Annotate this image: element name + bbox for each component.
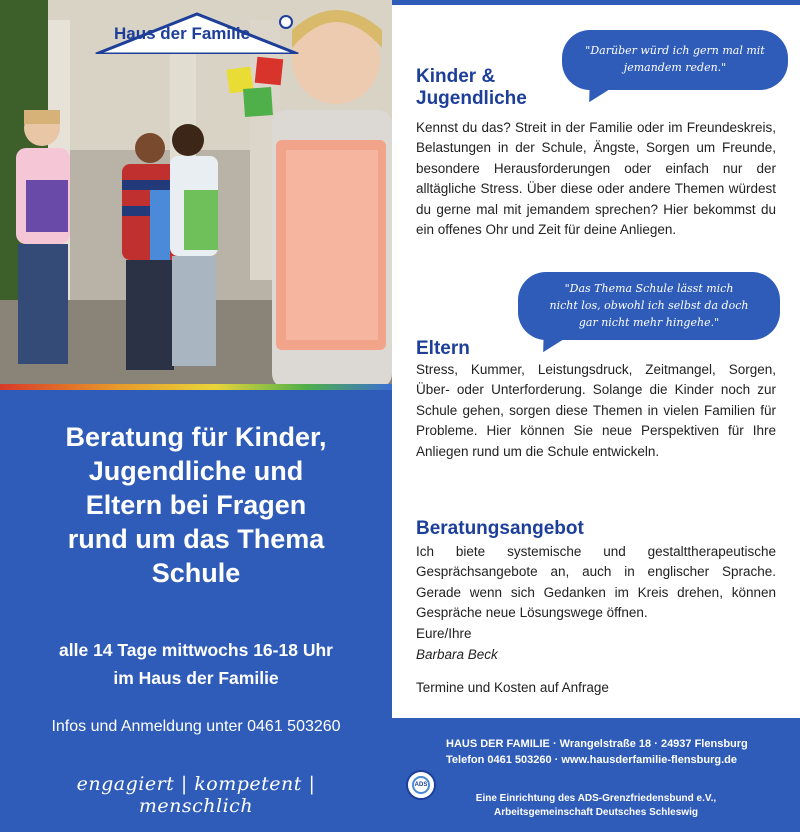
section-title-eltern: Eltern xyxy=(416,338,470,359)
contact-info: Infos und Anmeldung unter 0461 503260 xyxy=(51,718,341,735)
schedule xyxy=(18,636,374,692)
counselor-name: Barbara Beck xyxy=(416,647,498,662)
logo-text: Haus der Familie xyxy=(114,24,251,43)
bubble-line: gar nicht mehr hingehe." xyxy=(578,316,720,329)
phone-web-line: Telefon 0461 503260 · www.hausderfamilie-flensburg.de xyxy=(446,754,737,766)
speech-bubble-kinder xyxy=(562,30,788,90)
schedule-line: alle 14 Tage mittwochs 16-18 Uhr xyxy=(59,640,333,660)
section-title-angebot: Beratungsangebot xyxy=(416,518,584,539)
headline xyxy=(18,420,374,590)
closing: Eure/Ihre xyxy=(416,626,472,641)
slogan: engagiert | kompetent | menschlich xyxy=(76,773,316,817)
section-text-eltern: Stress, Kummer, Leistungsdruck, Zeitmangel, Sorgen, Über- oder Unterforderung. Solange die Kinder noch zur Schule gehen, sorgen diese Themen in vielen Familien für Probleme. Hier können Sie neue Perspektiven für Ihre Anliegen rund um die Schule entwickeln. xyxy=(416,362,776,459)
haus-der-familie-logo xyxy=(86,10,308,54)
section-text-angebot: Ich biete systemische und gestalttherapeutische Gesprächsangebote an, auch in englischer Sprache. Gerade wenn sich Gedanken im Kreis drehen, können Gespräche neue Lösungswege öffnen. xyxy=(416,544,776,621)
rainbow-divider xyxy=(0,384,392,390)
bubble-line: "Das Thema Schule lässt mich xyxy=(564,282,734,295)
appointment-note: Termine und Kosten auf Anfrage xyxy=(416,680,609,695)
organization-line: Arbeitsgemeinschaft Deutsches Schleswig xyxy=(494,807,698,818)
right-panel xyxy=(400,0,800,832)
bubble-line: jemandem reden." xyxy=(623,61,727,74)
headline-line: Beratung für Kinder, xyxy=(65,422,327,452)
schedule-line: im Haus der Familie xyxy=(113,668,279,688)
bubble-tail xyxy=(538,333,563,357)
headline-line: Jugendliche und xyxy=(88,456,304,486)
bubble-line: nicht los, obwohl ich selbst da doch xyxy=(549,299,749,312)
headline-line: rund um das Thema xyxy=(67,524,325,554)
section-title-kinder: Kinder & Jugendliche xyxy=(416,66,527,109)
bubble-tail xyxy=(584,83,609,107)
headline-line: Eltern bei Fragen xyxy=(85,490,307,520)
left-panel xyxy=(0,0,392,832)
organization-line: Eine Einrichtung des ADS-Grenzfriedensbund e.V., xyxy=(475,793,717,804)
headline-line: Schule xyxy=(151,558,241,588)
ads-logo-text: ADS xyxy=(414,782,428,788)
children-school-photo xyxy=(0,0,392,388)
bubble-line: "Darüber würd ich gern mal mit xyxy=(585,44,765,57)
address-line: HAUS DER FAMILIE · Wrangelstraße 18 · 24937 Flensburg xyxy=(446,738,748,750)
section-text-kinder: Kennst du das? Streit in der Familie oder im Freundeskreis, Belastungen in der Schule, Ängste, Sorgen um Freunde, besondere Herausforderungen oder einfach nur der alltägliche Stress. Über diese oder andere Themen würdest du gerne mal mit jemandem sprechen? Hier bekommst du ein offenes Ohr und Zeit für deine Anliegen. xyxy=(416,120,776,238)
footer xyxy=(392,718,800,832)
speech-bubble-eltern xyxy=(518,272,780,340)
